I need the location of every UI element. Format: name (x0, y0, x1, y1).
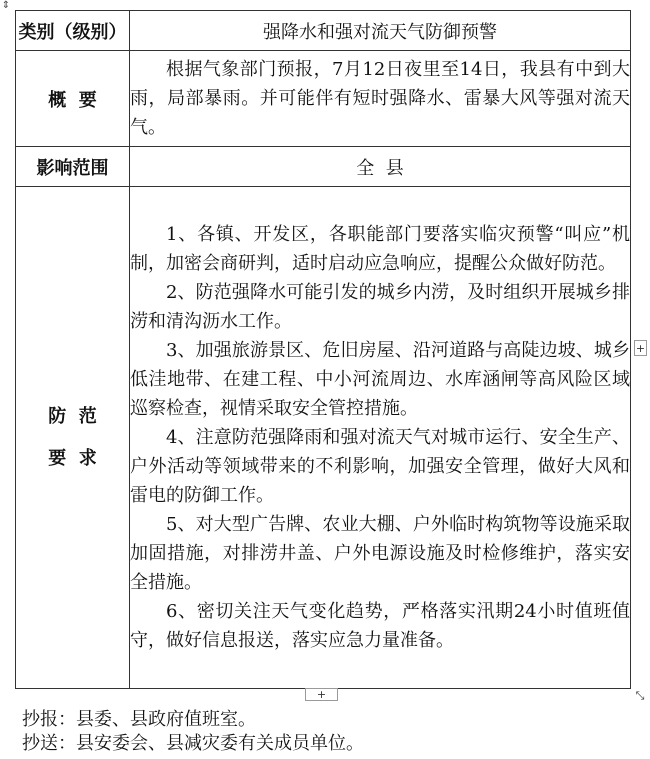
table-row-category (16, 11, 631, 51)
add-column-button[interactable]: + (635, 342, 646, 355)
category-label: 类别（级别） (16, 11, 130, 51)
requirements-label-line2: 要 求 (48, 447, 97, 469)
table-resize-handle-icon[interactable]: ⤡ (635, 689, 645, 702)
table-row-scope (16, 147, 631, 187)
table-row-requirements (16, 187, 631, 689)
cc-report-line: 抄报：县委、县政府值班室。 (22, 709, 256, 730)
cc-send-line: 抄送：县安委会、县减灾委有关成员单位。 (22, 733, 364, 754)
requirements-cell (130, 187, 631, 689)
requirement-item-2: 2、防范强降水可能引发的城乡内涝，及时组织开展城乡排涝和清沟沥水工作。 (130, 282, 630, 332)
scope-value: 全 县 (130, 147, 631, 187)
add-row-button[interactable]: + (305, 688, 338, 701)
requirements-label (16, 187, 130, 689)
summary-label: 概 要 (16, 51, 130, 147)
requirement-item-3: 3、加强旅游景区、危旧房屋、沿河道路与高陡边坡、城乡低洼地带、在建工程、中小河流周边、水库涵闸等高风险区域巡察检查，视情采取安全管控措施。 (130, 340, 630, 419)
table-move-handle-icon[interactable]: ⇕ (1, 0, 11, 11)
summary-cell (130, 51, 631, 147)
warning-table (15, 10, 631, 689)
requirements-label-line1: 防 范 (48, 405, 97, 427)
requirement-item-4: 4、注意防范强降雨和强对流天气对城市运行、安全生产、户外活动等领域带来的不利影响，加强安全管理，做好大风和雷电的防御工作。 (130, 427, 630, 506)
requirement-item-1: 1、各镇、开发区，各职能部门要落实临灾预警“叫应”机制，加密会商研判，适时启动应急响应，提醒公众做好防范。 (130, 224, 630, 274)
category-value: 强降水和强对流天气防御预警 (130, 11, 631, 51)
scope-label: 影响范围 (16, 147, 130, 187)
requirement-item-6: 6、密切关注天气变化趋势，严格落实汛期24小时值班值守，做好信息报送，落实应急力量准备。 (130, 601, 630, 651)
requirement-item-5: 5、对大型广告牌、农业大棚、户外临时构筑物等设施采取加固措施，对排涝井盖、户外电源设施及时检修维护，落实安全措施。 (130, 514, 630, 593)
summary-text: 根据气象部门预报，7月12日夜里至14日，我县有中到大雨，局部暴雨。并可能伴有短时强降水、雷暴大风等强对流天气。 (130, 59, 630, 138)
table-row-summary (16, 51, 631, 147)
